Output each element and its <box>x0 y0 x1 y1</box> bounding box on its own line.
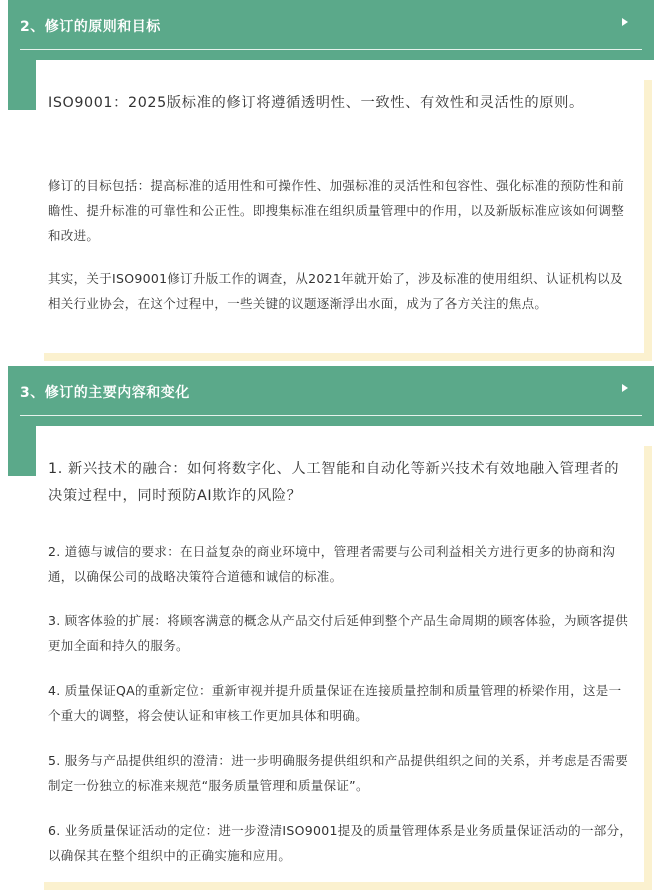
paragraph: ISO9001：2025版标准的修订将遵循透明性、一致性、有效性和灵活性的原则。 <box>48 95 584 111</box>
list-item: 4. 质量保证QA的重新定位：重新审视并提升质量保证在连接质量控制和质量管理的桥梁作用，这是一个重大的调整，将会使认证和审核工作更加具体和明确。 <box>48 683 622 723</box>
list-item: 2. 道德与诚信的要求：在日益复杂的商业环境中，管理者需要与公司利益相关方进行更多的协商和沟通，以确保公司的战略决策符合道德和诚信的标准。 <box>48 544 616 584</box>
list-item: 3. 顾客体验的扩展：将顾客满意的概念从产品交付后延伸到整个产品生命周期的顾客体验，为顾客提供更加全面和持久的服务。 <box>48 613 629 653</box>
header-tab-decoration <box>8 60 36 110</box>
section-title: 2、修订的原则和目标 <box>20 19 161 35</box>
header-divider <box>20 49 642 50</box>
content-card <box>36 438 644 882</box>
section-principles-goals <box>0 0 660 362</box>
section-header[interactable] <box>8 366 654 426</box>
header-divider <box>20 415 642 416</box>
list-item: 1. 新兴技术的融合：如何将数字化、人工智能和自动化等新兴技术有效地融入管理者的决策过程中，同时预防AI欺诈的风险？ <box>48 461 620 504</box>
content-card <box>36 72 644 353</box>
paragraph: 其实，关于ISO9001修订升版工作的调查，从2021年就开始了，涉及标准的使用组织、认证机构以及相关行业协会，在这个过程中，一些关键的议题逐渐浮出水面，成为了各方关注的焦点。 <box>48 271 623 311</box>
list-item: 5. 服务与产品提供组织的澄清：进一步明确服务提供组织和产品提供组织之间的关系，并考虑是否需要制定一份独立的标准来规范“服务质量管理和质量保证”。 <box>48 753 629 793</box>
triangle-right-icon[interactable] <box>622 18 628 26</box>
triangle-right-icon[interactable] <box>622 384 628 392</box>
list-item: 6. 业务质量保证活动的定位：进一步澄清ISO9001提及的质量管理体系是业务质量保证活动的一部分，以确保其在整个组织中的正确实施和应用。 <box>48 823 633 863</box>
section-header[interactable] <box>8 0 654 60</box>
section-main-changes <box>0 366 660 896</box>
header-tab-decoration <box>8 426 36 476</box>
paragraph: 修订的目标包括：提高标准的适用性和可操作性、加强标准的灵活性和包容性、强化标准的预防性和前瞻性、提升标准的可靠性和公正性。即搜集标准在组织质量管理中的作用，以及新版标准应该如何调整和改进。 <box>48 178 625 243</box>
section-title: 3、修订的主要内容和变化 <box>20 385 190 401</box>
